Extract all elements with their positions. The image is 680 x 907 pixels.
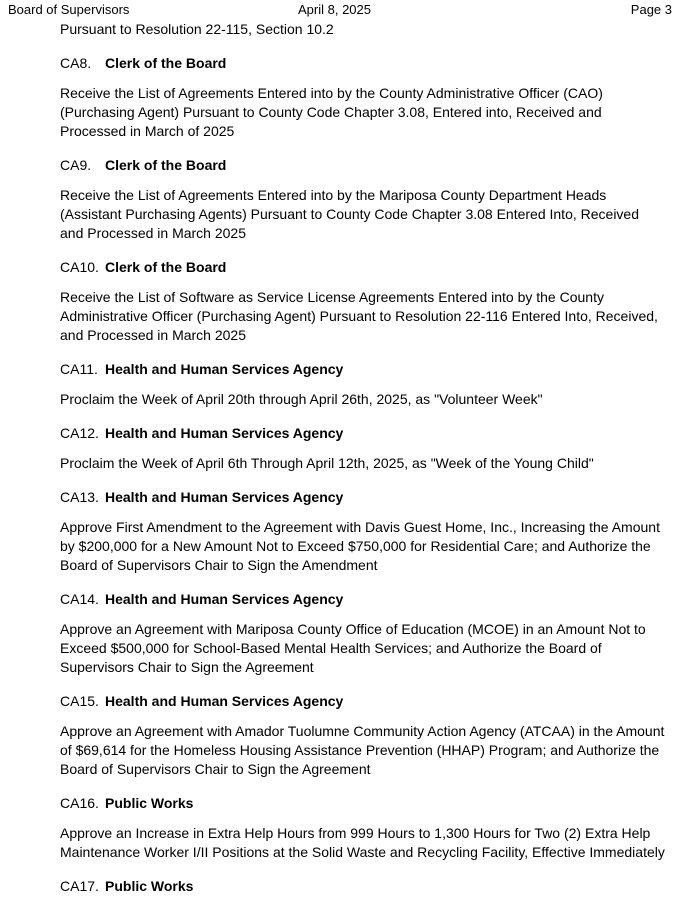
item-department: Health and Human Services Agency (105, 489, 344, 505)
item-description: Receive the List of Software as Service License Agreements Entered into by the County Administrative Officer (Purchasing Agent) Pursuant to Resolution 22-116 Entered Into, Received, and Processed in March 2025 (60, 289, 658, 343)
item-number: CA15. (60, 693, 99, 709)
item-number: CA12. (60, 425, 99, 441)
item-number: CA8. (60, 55, 92, 71)
item-description: Receive the List of Agreements Entered into by the County Administrative Officer (CAO) (Purchasing Agent) Pursuant to County Code Chapter 3.08, Entered into, Received and Processed in March of 2025 (60, 85, 603, 139)
item-heading (60, 692, 666, 711)
agenda-item-ca11 (60, 360, 666, 409)
page-header (0, 2, 680, 20)
header-page-number: Page 3 (630, 2, 672, 17)
item-heading (60, 54, 666, 73)
agenda-item-ca16 (60, 794, 666, 862)
agenda-item-ca10 (60, 258, 666, 345)
agenda-item-ca15 (60, 692, 666, 779)
item-heading (60, 424, 666, 443)
item-department: Clerk of the Board (105, 157, 227, 173)
item-department: Clerk of the Board (105, 259, 227, 275)
item-description: Approve an Increase in Extra Help Hours from 999 Hours to 1,300 Hours for Two (2) Extra Help Maintenance Worker I/II Positions at the Solid Waste and Recycling Facility, Effective Immediately (60, 825, 665, 860)
item-heading (60, 877, 666, 896)
item-heading (60, 156, 666, 175)
continued-text: Pursuant to Resolution 22-115, Section 10.2 (60, 21, 334, 37)
header-date: April 8, 2025 (298, 2, 371, 17)
item-number: CA13. (60, 489, 99, 505)
agenda-item-ca13 (60, 488, 666, 575)
item-department: Public Works (105, 795, 194, 811)
agenda-item-ca17 (60, 877, 666, 896)
item-number: CA16. (60, 795, 99, 811)
item-description: Proclaim the Week of April 20th through April 26th, 2025, as "Volunteer Week" (60, 391, 543, 407)
item-number: CA17. (60, 878, 99, 894)
item-department: Health and Human Services Agency (105, 425, 344, 441)
item-heading (60, 488, 666, 507)
item-department: Public Works (105, 878, 194, 894)
agenda-item-ca14 (60, 590, 666, 677)
item-heading (60, 258, 666, 277)
agenda-item-ca12 (60, 424, 666, 473)
item-description: Receive the List of Agreements Entered into by the Mariposa County Department Heads (Assistant Purchasing Agents) Pursuant to County Code Chapter 3.08 Entered Into, Received and Processed in March 2025 (60, 187, 639, 241)
item-description: Approve an Agreement with Mariposa County Office of Education (MCOE) in an Amount Not to Exceed $500,000 for School-Based Mental Health Services; and Authorize the Board of Supervisors Chair to Sign the Agreement (60, 621, 646, 675)
item-description: Approve an Agreement with Amador Tuolumne Community Action Agency (ATCAA) in the Amount of $69,614 for the Homeless Housing Assistance Prevention (HHAP) Program; and Authorize the Board of Supervisors Chair to Sign the Agreement (60, 723, 665, 777)
item-department: Health and Human Services Agency (105, 693, 344, 709)
item-description: Proclaim the Week of April 6th Through April 12th, 2025, as "Week of the Young Child" (60, 455, 594, 471)
item-department: Health and Human Services Agency (105, 591, 344, 607)
agenda-content (60, 20, 666, 907)
item-number: CA9. (60, 157, 92, 173)
item-number: CA14. (60, 591, 99, 607)
item-heading (60, 794, 666, 813)
item-department: Clerk of the Board (105, 55, 227, 71)
item-number: CA10. (60, 259, 99, 275)
item-number: CA11. (60, 361, 98, 377)
agenda-item-ca8 (60, 54, 666, 141)
header-board-name: Board of Supervisors (8, 2, 130, 17)
item-description: Approve First Amendment to the Agreement with Davis Guest Home, Inc., Increasing the Amount by $200,000 for a New Amount Not to Exceed $750,000 for Residential Care; and Authorize the Board of Supervisors Chair to Sign the Amendment (60, 519, 660, 573)
item-heading (60, 360, 666, 379)
item-heading (60, 590, 666, 609)
agenda-item-ca9 (60, 156, 666, 243)
item-department: Health and Human Services Agency (105, 361, 344, 377)
